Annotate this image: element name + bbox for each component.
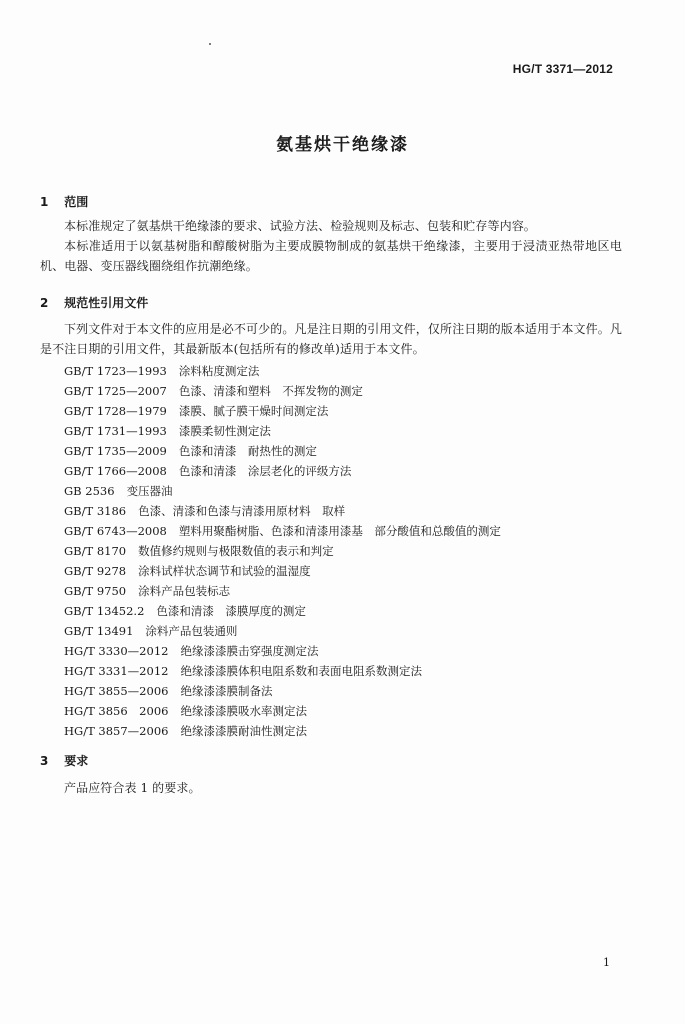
reference-item — [64, 361, 501, 381]
reference-title: 色漆、清漆和塑料 不挥发物的测定 — [178, 384, 363, 398]
scope-paragraph-1: 本标准规定了氨基烘干绝缘漆的要求、试验方法、检验规则及标志、包装和贮存等内容。 — [64, 219, 536, 233]
reference-code: GB/T 13491 — [64, 624, 134, 638]
reference-item — [64, 461, 501, 481]
reference-item — [64, 481, 501, 501]
reference-title: 色漆和清漆 漆膜厚度的测定 — [156, 604, 306, 618]
reference-code: GB/T 1725—2007 — [64, 384, 167, 398]
reference-code: GB/T 1766—2008 — [64, 464, 167, 478]
reference-item — [64, 561, 501, 581]
reference-item — [64, 521, 501, 541]
reference-title: 涂料产品包装通则 — [145, 624, 238, 638]
reference-item — [64, 601, 501, 621]
reference-title: 变压器油 — [126, 484, 173, 498]
reference-code: GB 2536 — [64, 484, 115, 498]
reference-item — [64, 541, 501, 561]
reference-list — [64, 361, 501, 741]
section-title: 规范性引用文件 — [64, 296, 149, 310]
reference-title: 涂料粘度测定法 — [178, 364, 260, 378]
reference-item — [64, 581, 501, 601]
document-title: 氨基烘干绝缘漆 — [276, 135, 409, 155]
reference-item — [64, 701, 501, 721]
reference-title: 涂料试样状态调节和试验的温湿度 — [138, 564, 311, 578]
section-title: 范围 — [64, 195, 89, 209]
section-number: 1 — [40, 195, 49, 209]
reference-title: 绝缘漆漆膜击穿强度测定法 — [180, 644, 319, 658]
reference-item — [64, 441, 501, 461]
reference-code: HG/T 3855—2006 — [64, 684, 169, 698]
reference-code: HG/T 3857—2006 — [64, 724, 169, 738]
section-3-heading — [40, 752, 88, 769]
scan-speck — [209, 43, 211, 45]
reference-code: GB/T 13452.2 — [64, 604, 145, 618]
reference-title: 绝缘漆漆膜吸水率测定法 — [180, 704, 307, 718]
reference-title: 绝缘漆漆膜制备法 — [180, 684, 273, 698]
section-title: 要求 — [64, 754, 89, 768]
reference-code: GB/T 1728—1979 — [64, 404, 167, 418]
reference-code: GB/T 8170 — [64, 544, 127, 558]
reference-title: 涂料产品包装标志 — [138, 584, 231, 598]
section-number: 3 — [40, 754, 49, 768]
reference-code: GB/T 1723—1993 — [64, 364, 167, 378]
reference-title: 色漆和清漆 涂层老化的评级方法 — [178, 464, 352, 478]
requirements-paragraph: 产品应符合表 1 的要求。 — [64, 781, 201, 795]
reference-item — [64, 721, 501, 741]
section-1-heading — [40, 193, 88, 210]
reference-code: GB/T 9750 — [64, 584, 127, 598]
reference-title: 塑料用聚酯树脂、色漆和清漆用漆基 部分酸值和总酸值的测定 — [178, 524, 501, 538]
reference-item — [64, 401, 501, 421]
reference-title: 漆膜、腻子膜干燥时间测定法 — [178, 404, 329, 418]
reference-item — [64, 661, 501, 681]
reference-item — [64, 681, 501, 701]
reference-code: GB/T 9278 — [64, 564, 127, 578]
reference-code: GB/T 1735—2009 — [64, 444, 167, 458]
references-intro: 下列文件对于本文件的应用是必不可少的。凡是注日期的引用文件，仅所注日期的版本适用于本文件。凡是不注日期的引用文件，其最新版本(包括所有的修改单)适用于本文件。 — [40, 322, 622, 356]
reference-item — [64, 421, 501, 441]
reference-code: GB/T 3186 — [64, 504, 127, 518]
reference-item — [64, 381, 501, 401]
page-number: 1 — [603, 956, 610, 969]
reference-title: 绝缘漆漆膜体积电阻系数和表面电阻系数测定法 — [180, 664, 422, 678]
section-2-heading — [40, 294, 148, 311]
section-number: 2 — [40, 296, 49, 310]
reference-item — [64, 501, 501, 521]
reference-code: HG/T 3330—2012 — [64, 644, 169, 658]
reference-title: 绝缘漆漆膜耐油性测定法 — [180, 724, 307, 738]
scope-paragraph-2: 本标准适用于以氨基树脂和醇酸树脂为主要成膜物制成的氨基烘干绝缘漆，主要用于浸渍亚热带地区电机、电器、变压器线圈绕组作抗潮绝缘。 — [40, 239, 622, 273]
standard-code: HG/T 3371—2012 — [512, 62, 613, 76]
reference-code: GB/T 6743—2008 — [64, 524, 167, 538]
reference-code: HG/T 3331—2012 — [64, 664, 169, 678]
reference-item — [64, 641, 501, 661]
reference-title: 色漆、清漆和色漆与清漆用原材料 取样 — [138, 504, 346, 518]
reference-code: HG/T 3856 2006 — [64, 704, 169, 718]
reference-item — [64, 621, 501, 641]
reference-title: 漆膜柔韧性测定法 — [178, 424, 271, 438]
reference-title: 色漆和清漆 耐热性的测定 — [178, 444, 317, 458]
reference-title: 数值修约规则与极限数值的表示和判定 — [138, 544, 334, 558]
reference-code: GB/T 1731—1993 — [64, 424, 167, 438]
